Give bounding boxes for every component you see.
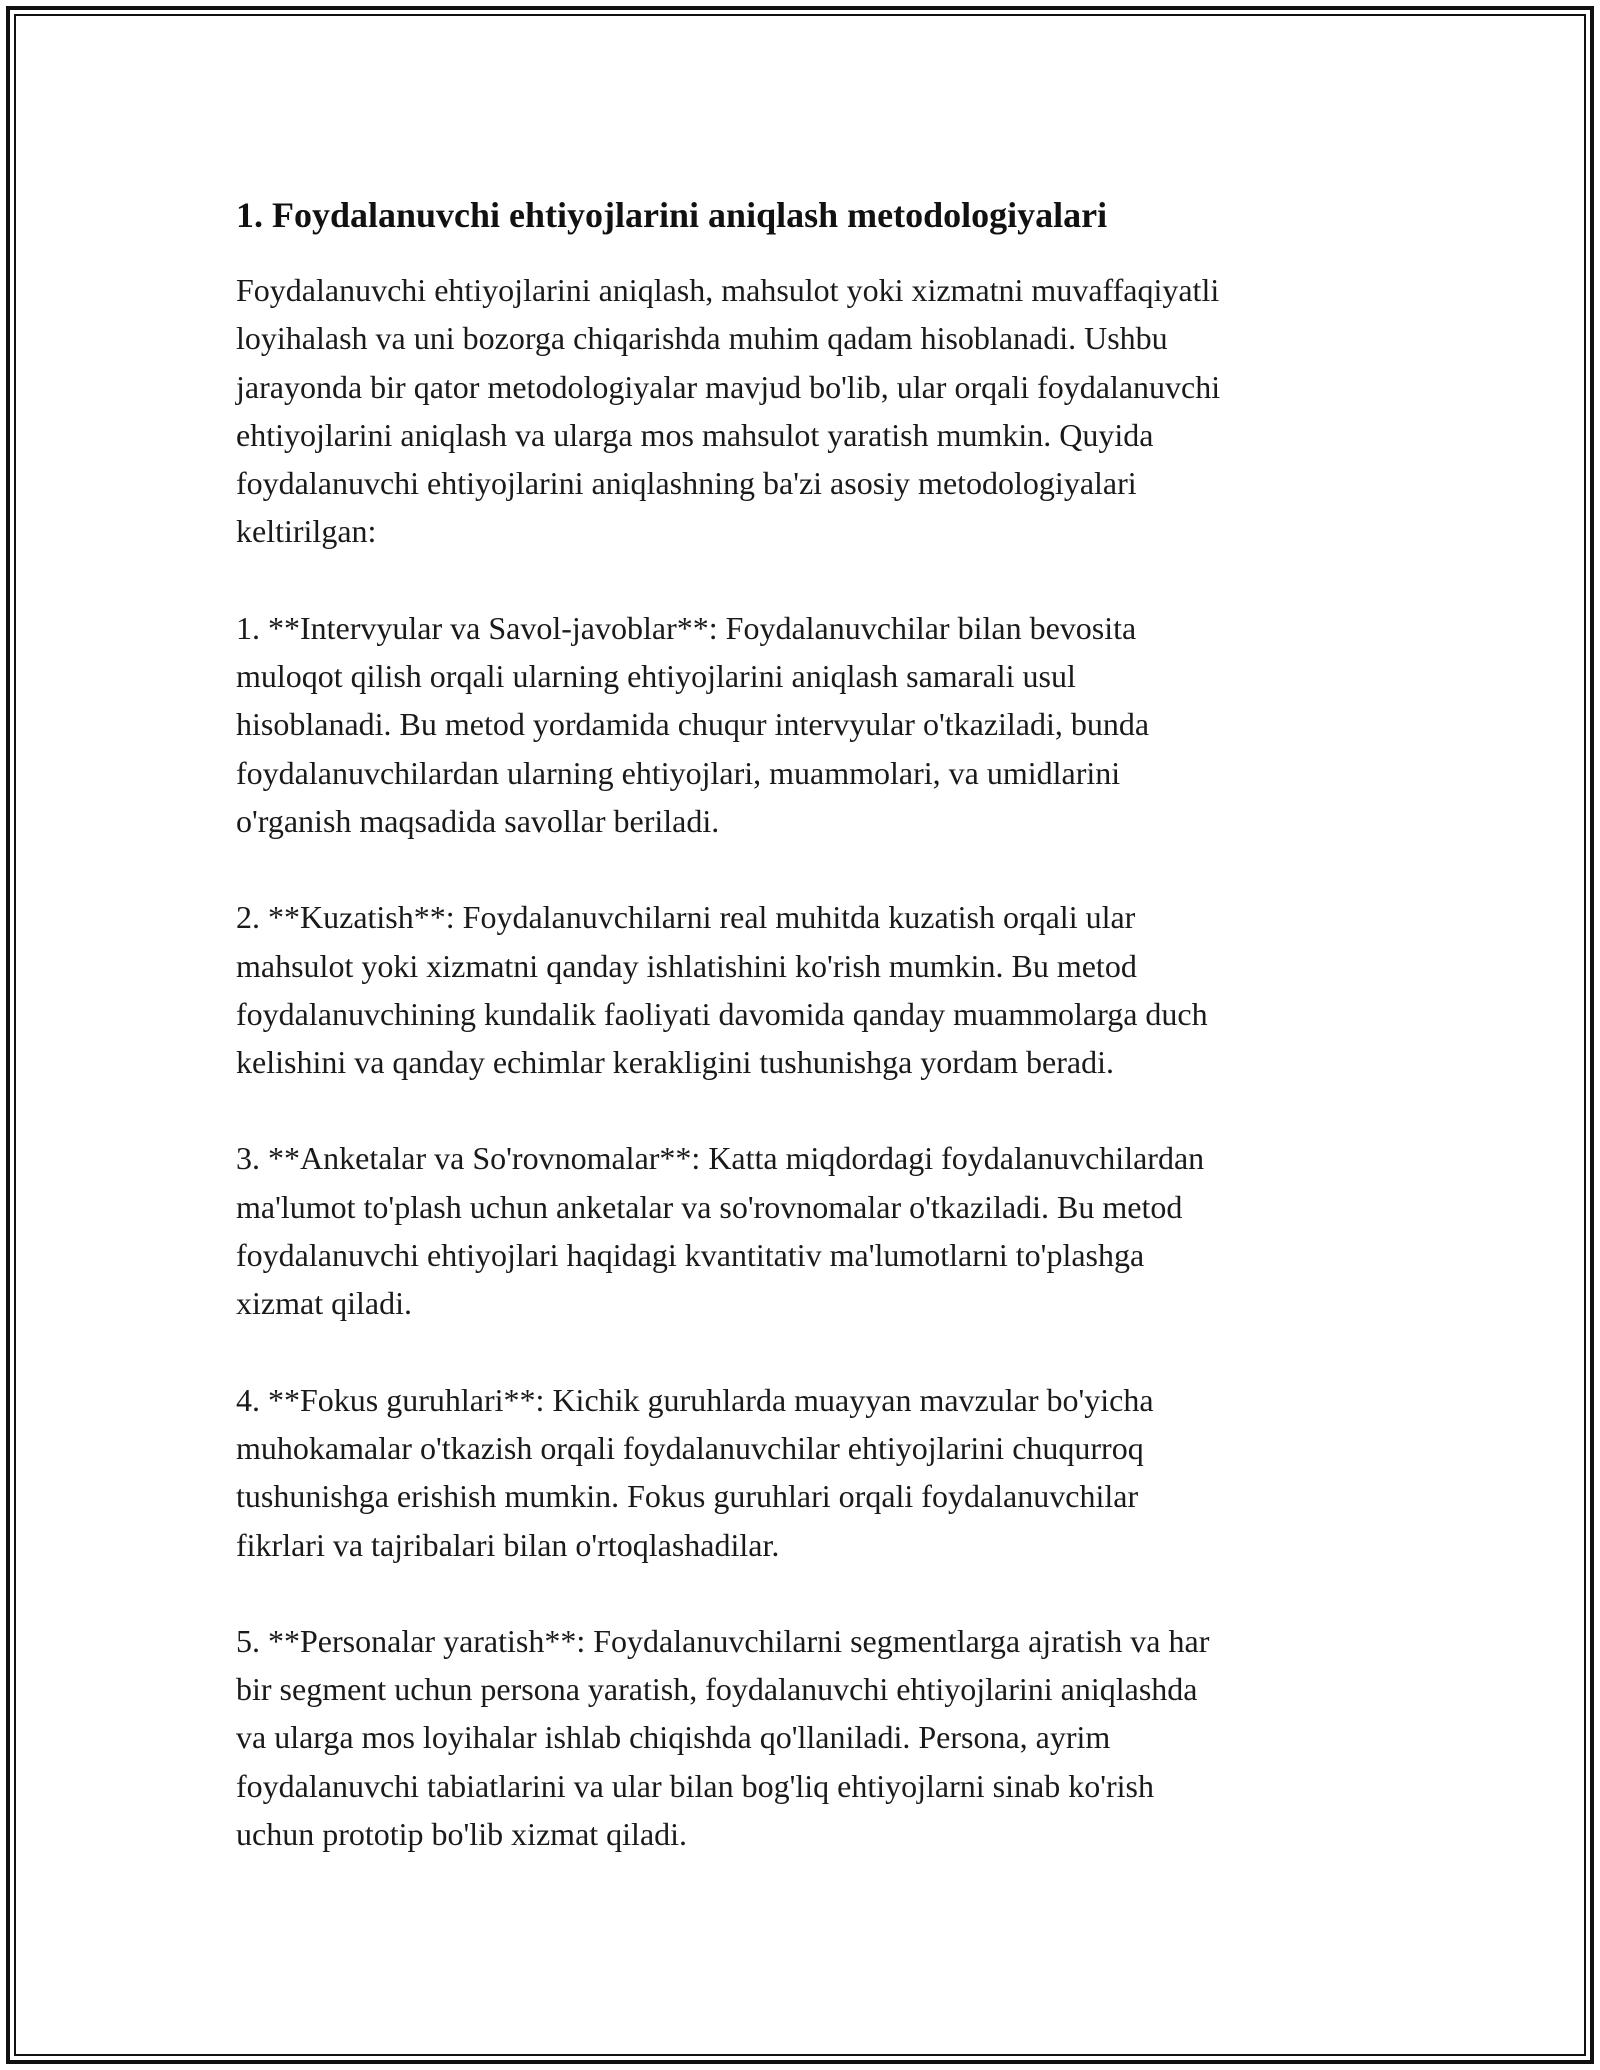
intro-paragraph: Foydalanuvchi ehtiyojlarini aniqlash, mahsulot yoki xizmatni muvaffaqiyatli loyihalash va uni bozorga chiqarishda muhim qadam hisoblanadi. Ushbu jarayonda bir qator metodologiyalar mavjud bo'lib, ular orqali foydalanuvchi ehtiyojlarini aniqlash va ularga mos mahsulot yaratish mumkin. Quyida foydalanuvchi ehtiyojlarini aniqlashning ba'zi asosiy metodologiyalari keltirilgan: — [236, 272, 1221, 550]
method-surveys-paragraph: 3. **Anketalar va So'rovnomalar**: Katta miqdordagi foydalanuvchilardan ma'lumot to'plash uchun anketalar va so'rovnomalar o'tkaziladi. Bu metod foydalanuvchi ehtiyojlari haqidagi kvantitativ ma'lumotlarni to'plashga xizmat qiladi. — [236, 1140, 1205, 1322]
document-title: 1. Foydalanuvchi ehtiyojlarini aniqlash metodologiyalari — [236, 195, 1108, 235]
method-focus-groups-paragraph: 4. **Fokus guruhlari**: Kichik guruhlarda muayyan mavzular bo'yicha muhokamalar o'tkazish orqali foydalanuvchilar ehtiyojlarini chuqurroq tushunishga erishish mumkin. Fokus guruhlari orqali foydalanuvchilar fikrlari va tajribalari bilan o'rtoqlashadilar. — [236, 1381, 1154, 1563]
document-body — [236, 186, 1386, 1906]
method-observation-paragraph: 2. **Kuzatish**: Foydalanuvchilarni real muhitda kuzatish orqali ular mahsulot yoki xizmatni qanday ishlatishini ko'rish mumkin. Bu metod foydalanuvchining kundalik faoliyati davomida qanday muammolarga duch kelishini va qanday echimlar kerakligini tushunishga yordam beradi. — [236, 899, 1208, 1081]
method-personas-paragraph: 5. **Personalar yaratish**: Foydalanuvchilarni segmentlarga ajratish va har bir segment uchun persona yaratish, foydalanuvchi ehtiyojlarini aniqlashda va ularga mos loyihalar ishlab chiqishda qo'llaniladi. Persona, ayrim foydalanuvchi tabiatlarini va ular bilan bog'liq ehtiyojlarni sinab ko'rish uchun prototip bo'lib xizmat qiladi. — [236, 1622, 1210, 1853]
method-interviews-paragraph: 1. **Intervyular va Savol-javoblar**: Foydalanuvchilar bilan bevosita muloqot qilish orqali ularning ehtiyojlarini aniqlash samarali usul hisoblanadi. Bu metod yordamida chuqur intervyular o'tkaziladi, bunda foydalanuvchilardan ularning ehtiyojlari, muammolari, va umidlarini o'rganish maqsadida savollar beriladi. — [236, 609, 1150, 839]
